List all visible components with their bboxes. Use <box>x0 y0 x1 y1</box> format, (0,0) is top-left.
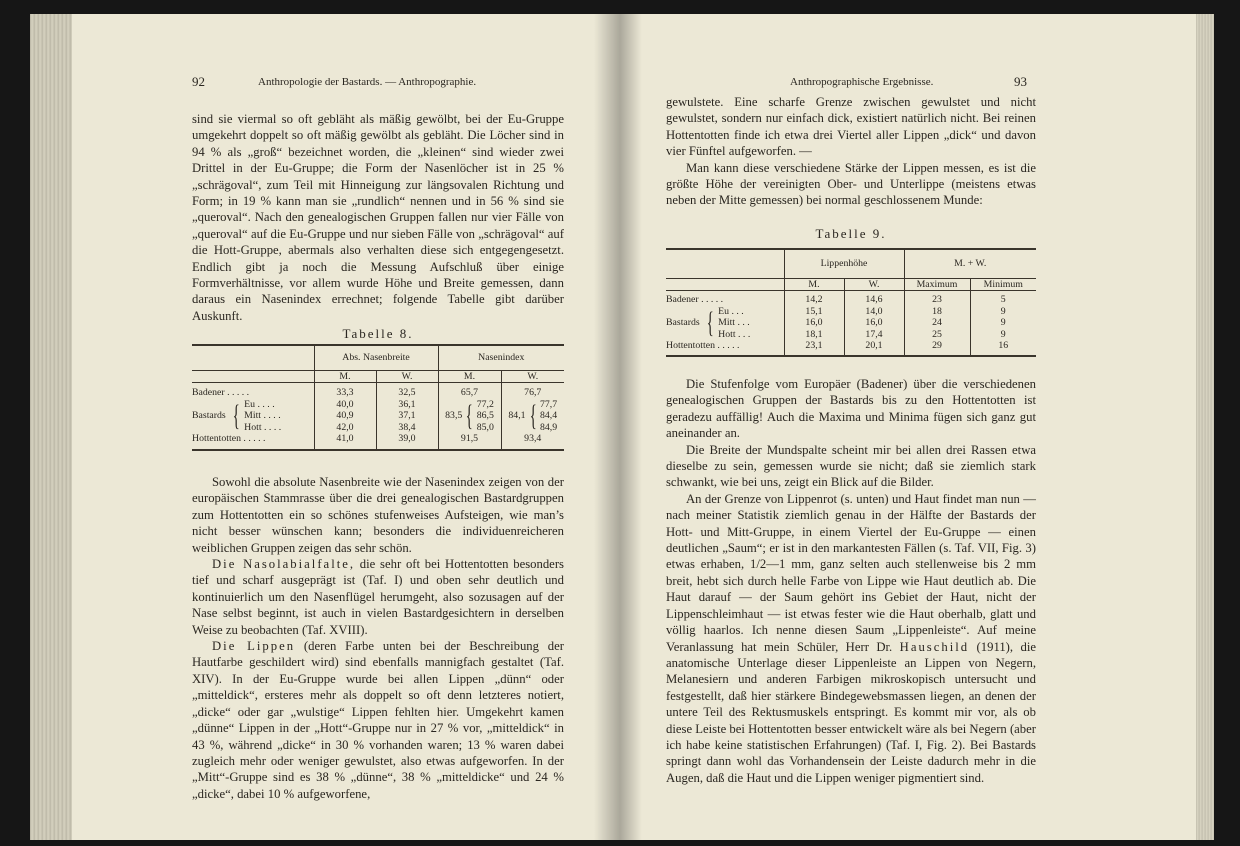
cell: 16 <box>998 340 1009 351</box>
cell: 23,1 <box>784 340 844 356</box>
paragraph: Die Stufenfolge vom Europäer (Badener) über die verschiedenen genealogischen Gruppen der Bastards bis zu den Hottentotten ist geradezu auffällig! Auch die Maxima und Minima fügen sich ganz gut aneinander an. <box>666 377 1036 441</box>
cell: 14,2 <box>784 291 844 306</box>
cell: 83,5 <box>445 410 463 421</box>
col-header-m: M. <box>784 278 844 291</box>
paragraph: sind sie viermal so oft gebläht als mäßig gewölbt, bei der Eu-Gruppe umgekehrt doppelt so oft mäßig gewölbt als gebläht. Die Löcher sind in 94 % als „groß“ bezeichnet worden, die „kleinen“ sind wieder zwei Drittel in der Eu-Gruppe; die Form der Nasenlöcher ist in 25 % „schrägoval“, zum Teil mit Hinneigung zur längsovalen Richtung und Form; in 19 % kann man sie „rundlich“ nennen und in 56 % sind sie „queroval“. Nach den genealogischen Gruppen fallen nur vier Fälle von „queroval“ auf die Eu-Gruppe und nur sieben Fälle von „schrägoval“ auf die Hott-Gruppe, abermals also verhalten diese sich entgegengesetzt. Endlich gibt ja noch die Messung Aufschluß über einige Formverhältnisse, vor allem wurde Höhe und Breite gemessen, dann daraus ein Nasenindex errechnet; folgende Tabelle gibt darüber Auskunft. <box>192 112 564 323</box>
left-text-top <box>192 111 564 324</box>
row-label: Badener . . . . . <box>666 291 784 306</box>
cell: 42,0 <box>336 421 354 433</box>
row-label: Hottentotten . . . . . <box>192 433 314 450</box>
table-caption <box>666 226 1036 242</box>
paragraph: Die Nasolabialfalte, die sehr oft bei Hottentotten besonders tief und scharf ausgeprägt ist (Taf. I) und oben sehr deutlich und kontinuierlich um den Nasenflügel herumgeht, also sozusagen auf der Nase selbst beginnt, ist auch in vielen Bastardgesichtern in derselben Weise zu beobachten (Taf. XVIII). <box>192 557 564 637</box>
cell: 23 <box>904 291 970 306</box>
paragraph: An der Grenze von Lippenrot (s. unten) und Haut findet man nun — nach meiner Statistik ziemlich genau in der Hälfte der Bastards der Hott- und Mitt-Gruppe, in einem Viertel der Eu-Gruppe — einen deutlichen „Saum“; er ist in den markantesten Fällen (s. Taf. VII, Fig. 3) etwas erhaben, 1/2—1 mm, ganz selten auch stellenweise bis 2 mm breit, hebt sich durch helle Farbe von Lippe wie Haut deutlich ab. Die Haut darauf — der Saum gehört ins Gebiet der Haut, nicht der Lippenschleimhaut — ist etwas fester wie die Haut oberhalb, glatt und völlig haarlos. Ich nenne diesen Saum „Lippenleiste“. Auf meine Veranlassung hat mein Schüler, Herr Dr. Hauschild (1911), die anatomische Unterlage dieser Lippenleiste an Lippen von Negern, Melanesiern und anderen Farbigen mikroskopisch untersucht und festgestellt, daß hier stärkere Bindegewebsmassen liegen, an denen der untere Teil des Rektusmuskels entspringt. Es kommt mir vor, als ob diese Leiste bei Hottentotten besser entwickelt wäre als bei Negern (aber ich habe keine statistischen Erfahrungen) (Taf. I, Fig. 2). Bei Bastards springt dann wohl das Vorhandensein der Leiste dadurch mehr in die Augen, daß die Haut und die Lippen weniger pigmentiert sind. <box>666 491 1037 785</box>
cell: 24 <box>932 317 942 328</box>
paragraph: Die Breite der Mundspalte scheint mir bei allen drei Rassen etwa dieselbe zu sein, gemessen wurde sie nicht; daß sie ziemlich stark schwankt, wie bei uns, zeigt ein Blick auf die Bilder. <box>666 442 1036 490</box>
col-header-w: W. <box>376 370 438 383</box>
page-number: 93 <box>1014 74 1027 89</box>
cell: 15,1 <box>805 305 823 317</box>
cell: 16,0 <box>805 317 823 328</box>
cell: 36,1 <box>398 398 416 410</box>
col-header-breite: Abs. Nasenbreite <box>314 345 438 370</box>
paragraph: Sowohl die absolute Nasenbreite wie der Nasenindex zeigen von der europäischen Stammrasse über die drei genealogischen Bastardgruppen zum Hottentotten ein so schönes stufenweises Aufsteigen, wie man’s nicht besser wünschen kann; besonders die individuenreicheren weiblichen Gruppen zeigen das sehr schön. <box>192 475 564 555</box>
paragraph: Die Lippen (deren Farbe unten bei der Beschreibung der Hautfarbe geschildert wird) sind ebenfalls mannigfach gestaltet (Taf. XIV). In der Eu-Gruppe wurde bei allen Lippen „dünn“ oder „mitteldick“, ersteres mehr als doppelt so oft denn letzteres notiert, „dicke“ oder gar „wulstige“ Lippen fehlten hier. Umgekehrt kamen „dünne“ Lippen in der „Hott“-Gruppe nur in 27 % vor, „mitteldick“ in 43 %, während „dicke“ in 30 % vorhanden waren; 13 % waren dabei zugleich mehr oder weniger gewulstet, also etwas aufgeworfen. In der „Mitt“-Gruppe sind es 38 % „dünne“, 38 % „mitteldicke“ und 24 % „dicke“, dabei 10 % aufgeworfene, <box>192 639 565 801</box>
cell: 9 <box>1000 328 1006 340</box>
cell: 84,1 <box>508 410 526 421</box>
cell: 77,7 <box>539 398 558 410</box>
right-text-bottom <box>666 376 1036 786</box>
cell: 33,3 <box>314 383 376 399</box>
right-page <box>620 14 1214 840</box>
col-header-min: Minimum <box>983 278 1023 290</box>
cell: 39,0 <box>376 433 438 450</box>
table-caption-text: Tabelle 9. <box>815 226 887 241</box>
row-label: Hottentotten . . . . . <box>666 340 784 356</box>
cell: 40,0 <box>336 398 354 410</box>
cell: 9 <box>1000 317 1006 328</box>
right-text-top <box>666 94 1036 209</box>
cell: 18 <box>932 305 942 317</box>
cell: 38,4 <box>398 421 416 433</box>
col-header-w: W. <box>527 370 539 382</box>
paragraph: gewulstete. Eine scharfe Grenze zwischen gewulstet und nicht gewulstet, sondern nur einfach dick, existiert natürlich nicht. Bei reinen Hottentotten finde ich etwa drei Viertel aller Lippen „dick“ und davon vier Fünftel aufgeworfen. — <box>666 95 1036 159</box>
table-caption <box>192 326 564 342</box>
cell: 20,1 <box>844 340 904 356</box>
cell: 29 <box>904 340 970 356</box>
cell: 16,0 <box>865 317 883 328</box>
cell: 14,0 <box>865 305 883 317</box>
left-text-bottom <box>192 474 564 802</box>
cell: 40,9 <box>336 410 354 421</box>
col-header-hoehe: Lippenhöhe <box>784 249 904 278</box>
cell: 77,2 <box>476 398 494 410</box>
running-header: Anthropographische Ergebnisse. <box>790 76 934 88</box>
col-header-w: W. <box>844 278 904 291</box>
cell: 85,0 <box>476 421 494 433</box>
row-label: Bastards { Eu . . . Mitt . . . Hott . . . <box>666 306 784 341</box>
paragraph: Man kann diese verschiedene Stärke der Lippen messen, es ist die größte Höhe der vereinigten Ober- und Unterlippe (meistens etwas neben der Mitte gemessen) bei normal geschlossenem Munde: <box>666 160 1036 208</box>
col-header-m: M. <box>314 370 376 383</box>
page-number: 92 <box>192 74 205 89</box>
cell: 9 <box>1000 305 1006 317</box>
row-label: Bastards { Eu . . . . Mitt . . . . Hott . . . . <box>192 399 314 434</box>
cell: 17,4 <box>865 328 883 340</box>
cell: 5 <box>1000 294 1006 305</box>
table-caption-text: Tabelle 8. <box>342 326 414 341</box>
cell: 91,5 <box>438 433 501 450</box>
cell: 86,5 <box>476 410 494 421</box>
row-label: Badener . . . . . <box>192 383 314 399</box>
table-9 <box>666 248 1036 357</box>
cell: 25 <box>932 328 942 340</box>
cell: 18,1 <box>805 328 823 340</box>
running-header: Anthropologie der Bastards. — Anthropographie. <box>258 76 477 88</box>
cell: 84,9 <box>539 421 558 433</box>
table-8: Abs. Nasenbreite Nasenindex M. W. M. W. Badener . . . . . 33,3 32,5 65,7 76,7 Bastards { Eu . . . . Mitt . . . . Hott . . . . 40,0 40,9 42,0 36,1 37,1 38,4 83,5 { 77,2 86,5 85,0 84,1 { 77,7 84,4 84,9 Hottentotten . . . . . 41,0 39,0 91,5 93,4 <box>192 344 564 451</box>
cell: 76,7 <box>524 387 542 398</box>
cell: 41,0 <box>314 433 376 450</box>
cell: 14,6 <box>844 291 904 306</box>
left-page <box>30 14 620 840</box>
col-header-max: Maximum <box>904 278 970 291</box>
col-header-m: M. <box>438 370 501 383</box>
cell: 32,5 <box>376 383 438 399</box>
cell: 84,4 <box>539 410 558 421</box>
cell: 65,7 <box>438 383 501 399</box>
col-header-mw: M. + W. <box>954 258 987 269</box>
cell: 37,1 <box>398 410 416 421</box>
cell: 93,4 <box>524 433 542 444</box>
col-header-index: Nasenindex <box>478 352 525 363</box>
